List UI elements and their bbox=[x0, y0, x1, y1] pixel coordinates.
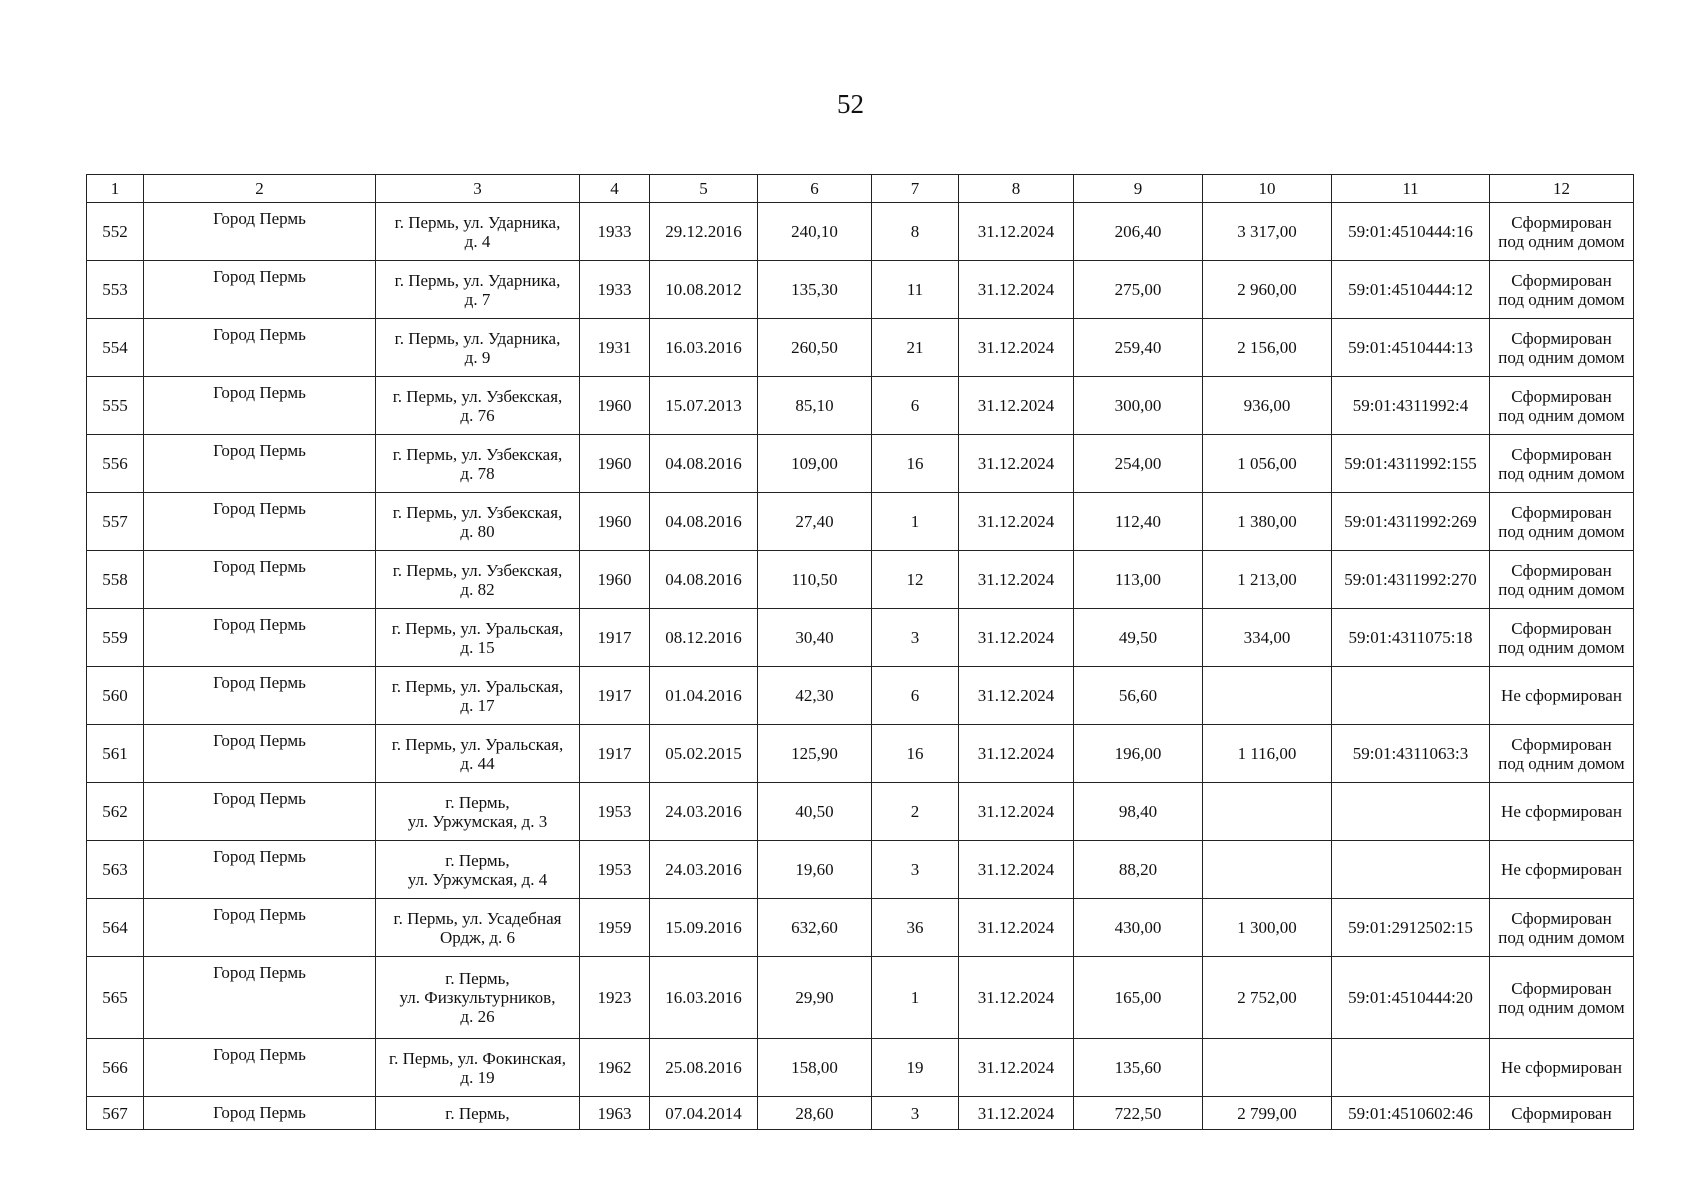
deadline-cell: 31.12.2024 bbox=[959, 667, 1074, 725]
cadastral-number-cell bbox=[1332, 667, 1490, 725]
housing-registry-table bbox=[86, 174, 1634, 1130]
status-cell bbox=[1490, 1097, 1634, 1130]
residents-cell: 2 bbox=[872, 783, 959, 841]
municipality-cell: Город Пермь bbox=[144, 203, 376, 261]
cadastral-number-cell: 59:01:4510444:12 bbox=[1332, 261, 1490, 319]
residents-cell: 36 bbox=[872, 899, 959, 957]
area-cell: 632,60 bbox=[758, 899, 872, 957]
status-line: под одним домом bbox=[1498, 997, 1625, 1017]
residents-cell: 12 bbox=[872, 551, 959, 609]
area-cell: 29,90 bbox=[758, 957, 872, 1039]
municipality-cell: Город Пермь bbox=[144, 841, 376, 899]
table-row bbox=[87, 435, 1634, 493]
status-cell bbox=[1490, 261, 1634, 319]
date-cell: 15.09.2016 bbox=[650, 899, 758, 957]
status-line: Сформирован bbox=[1511, 1103, 1612, 1123]
build-year-cell: 1931 bbox=[580, 319, 650, 377]
date-cell: 24.03.2016 bbox=[650, 841, 758, 899]
build-year-cell: 1917 bbox=[580, 667, 650, 725]
column-10-cell bbox=[1203, 783, 1332, 841]
column-9-cell: 300,00 bbox=[1074, 377, 1203, 435]
build-year-cell: 1917 bbox=[580, 725, 650, 783]
table-body bbox=[87, 203, 1634, 1130]
status-line: Сформирован bbox=[1511, 618, 1612, 638]
status-line: Не сформирован bbox=[1501, 1058, 1622, 1077]
date-cell: 08.12.2016 bbox=[650, 609, 758, 667]
area-cell: 42,30 bbox=[758, 667, 872, 725]
column-header-7: 7 bbox=[872, 175, 959, 203]
address-cell bbox=[376, 783, 580, 841]
table-row bbox=[87, 957, 1634, 1039]
column-9-cell: 254,00 bbox=[1074, 435, 1203, 493]
municipality-cell: Город Пермь bbox=[144, 551, 376, 609]
municipality-cell: Город Пермь bbox=[144, 667, 376, 725]
table-row bbox=[87, 203, 1634, 261]
status-cell bbox=[1490, 667, 1634, 725]
area-cell: 125,90 bbox=[758, 725, 872, 783]
cadastral-number-cell: 59:01:4311992:4 bbox=[1332, 377, 1490, 435]
residents-cell: 1 bbox=[872, 493, 959, 551]
column-9-cell: 196,00 bbox=[1074, 725, 1203, 783]
residents-cell: 19 bbox=[872, 1039, 959, 1097]
row-number-cell: 559 bbox=[87, 609, 144, 667]
address-line: г. Пермь, ул. Узбекская, bbox=[392, 386, 563, 406]
column-10-cell: 3 317,00 bbox=[1203, 203, 1332, 261]
residents-cell: 6 bbox=[872, 667, 959, 725]
status-line: под одним домом bbox=[1498, 927, 1625, 947]
table-row bbox=[87, 551, 1634, 609]
status-line: Сформирован bbox=[1511, 386, 1612, 406]
row-number-cell: 566 bbox=[87, 1039, 144, 1097]
column-10-cell: 2 752,00 bbox=[1203, 957, 1332, 1039]
date-cell: 01.04.2016 bbox=[650, 667, 758, 725]
address-cell bbox=[376, 261, 580, 319]
address-line: г. Пермь, ул. Узбекская, bbox=[392, 502, 563, 522]
table-row bbox=[87, 841, 1634, 899]
status-line: Сформирован bbox=[1511, 212, 1612, 232]
column-10-cell: 2 960,00 bbox=[1203, 261, 1332, 319]
build-year-cell: 1963 bbox=[580, 1097, 650, 1130]
column-10-cell: 1 380,00 bbox=[1203, 493, 1332, 551]
status-line: под одним домом bbox=[1498, 289, 1625, 309]
address-line: г. Пермь, ул. Усадебная bbox=[393, 908, 562, 928]
row-number-cell: 560 bbox=[87, 667, 144, 725]
municipality-cell: Город Пермь bbox=[144, 493, 376, 551]
municipality-cell: Город Пермь bbox=[144, 725, 376, 783]
status-line: под одним домом bbox=[1498, 521, 1625, 541]
cadastral-number-cell: 59:01:2912502:15 bbox=[1332, 899, 1490, 957]
build-year-cell: 1953 bbox=[580, 841, 650, 899]
status-cell bbox=[1490, 725, 1634, 783]
residents-cell: 3 bbox=[872, 841, 959, 899]
deadline-cell: 31.12.2024 bbox=[959, 551, 1074, 609]
status-line: Сформирован bbox=[1511, 502, 1612, 522]
date-cell: 05.02.2015 bbox=[650, 725, 758, 783]
status-line: под одним домом bbox=[1498, 347, 1625, 367]
status-line: Сформирован bbox=[1511, 908, 1612, 928]
area-cell: 158,00 bbox=[758, 1039, 872, 1097]
row-number-cell: 553 bbox=[87, 261, 144, 319]
area-cell: 28,60 bbox=[758, 1097, 872, 1130]
status-cell bbox=[1490, 551, 1634, 609]
deadline-cell: 31.12.2024 bbox=[959, 841, 1074, 899]
build-year-cell: 1933 bbox=[580, 261, 650, 319]
address-line: д. 78 bbox=[460, 463, 495, 483]
column-header-5: 5 bbox=[650, 175, 758, 203]
column-9-cell: 165,00 bbox=[1074, 957, 1203, 1039]
row-number-cell: 556 bbox=[87, 435, 144, 493]
address-line: г. Пермь, ул. Узбекская, bbox=[392, 560, 563, 580]
municipality-cell: Город Пермь bbox=[144, 1039, 376, 1097]
area-cell: 240,10 bbox=[758, 203, 872, 261]
residents-cell: 1 bbox=[872, 957, 959, 1039]
deadline-cell: 31.12.2024 bbox=[959, 899, 1074, 957]
row-number-cell: 567 bbox=[87, 1097, 144, 1130]
address-line: д. 76 bbox=[460, 405, 495, 425]
deadline-cell: 31.12.2024 bbox=[959, 261, 1074, 319]
address-cell bbox=[376, 957, 580, 1039]
table-row bbox=[87, 783, 1634, 841]
address-line: г. Пермь, bbox=[445, 792, 510, 812]
column-9-cell: 722,50 bbox=[1074, 1097, 1203, 1130]
column-header-10: 10 bbox=[1203, 175, 1332, 203]
build-year-cell: 1953 bbox=[580, 783, 650, 841]
header-row bbox=[87, 175, 1634, 203]
municipality-cell: Город Пермь bbox=[144, 261, 376, 319]
cadastral-number-cell: 59:01:4510444:13 bbox=[1332, 319, 1490, 377]
column-header-12: 12 bbox=[1490, 175, 1634, 203]
row-number-cell: 557 bbox=[87, 493, 144, 551]
row-number-cell: 565 bbox=[87, 957, 144, 1039]
row-number-cell: 563 bbox=[87, 841, 144, 899]
status-cell bbox=[1490, 783, 1634, 841]
column-9-cell: 135,60 bbox=[1074, 1039, 1203, 1097]
address-cell bbox=[376, 609, 580, 667]
date-cell: 07.04.2014 bbox=[650, 1097, 758, 1130]
column-9-cell: 88,20 bbox=[1074, 841, 1203, 899]
deadline-cell: 31.12.2024 bbox=[959, 203, 1074, 261]
address-line: д. 9 bbox=[464, 347, 491, 367]
column-10-cell: 936,00 bbox=[1203, 377, 1332, 435]
area-cell: 19,60 bbox=[758, 841, 872, 899]
column-9-cell: 206,40 bbox=[1074, 203, 1203, 261]
column-9-cell: 98,40 bbox=[1074, 783, 1203, 841]
date-cell: 24.03.2016 bbox=[650, 783, 758, 841]
column-header-9: 9 bbox=[1074, 175, 1203, 203]
column-9-cell: 113,00 bbox=[1074, 551, 1203, 609]
address-line: г. Пермь, bbox=[445, 1103, 510, 1123]
address-line: д. 7 bbox=[464, 289, 491, 309]
table-row bbox=[87, 261, 1634, 319]
address-line: г. Пермь, ул. Уральская, bbox=[391, 676, 564, 696]
status-cell bbox=[1490, 435, 1634, 493]
build-year-cell: 1933 bbox=[580, 203, 650, 261]
cadastral-number-cell bbox=[1332, 1039, 1490, 1097]
column-10-cell: 2 799,00 bbox=[1203, 1097, 1332, 1130]
area-cell: 30,40 bbox=[758, 609, 872, 667]
address-line: г. Пермь, ул. Ударника, bbox=[394, 270, 561, 290]
cadastral-number-cell: 59:01:4510602:46 bbox=[1332, 1097, 1490, 1130]
cadastral-number-cell: 59:01:4311063:3 bbox=[1332, 725, 1490, 783]
row-number-cell: 564 bbox=[87, 899, 144, 957]
municipality-cell: Город Пермь bbox=[144, 957, 376, 1039]
address-line: ул. Уржумская, д. 3 bbox=[407, 811, 548, 831]
row-number-cell: 554 bbox=[87, 319, 144, 377]
address-line: д. 15 bbox=[460, 637, 495, 657]
column-10-cell: 334,00 bbox=[1203, 609, 1332, 667]
address-line: д. 26 bbox=[460, 1007, 495, 1026]
status-line: под одним домом bbox=[1498, 753, 1625, 773]
build-year-cell: 1923 bbox=[580, 957, 650, 1039]
build-year-cell: 1960 bbox=[580, 377, 650, 435]
column-header-8: 8 bbox=[959, 175, 1074, 203]
date-cell: 04.08.2016 bbox=[650, 551, 758, 609]
column-10-cell bbox=[1203, 667, 1332, 725]
cadastral-number-cell: 59:01:4510444:20 bbox=[1332, 957, 1490, 1039]
municipality-cell: Город Пермь bbox=[144, 377, 376, 435]
cadastral-number-cell bbox=[1332, 841, 1490, 899]
address-cell bbox=[376, 725, 580, 783]
address-line: д. 17 bbox=[460, 695, 495, 715]
address-cell bbox=[376, 493, 580, 551]
address-line: г. Пермь, ул. Узбекская, bbox=[392, 444, 563, 464]
residents-cell: 11 bbox=[872, 261, 959, 319]
area-cell: 40,50 bbox=[758, 783, 872, 841]
cadastral-number-cell: 59:01:4510444:16 bbox=[1332, 203, 1490, 261]
address-cell bbox=[376, 1097, 580, 1130]
cadastral-number-cell: 59:01:4311992:269 bbox=[1332, 493, 1490, 551]
municipality-cell: Город Пермь bbox=[144, 899, 376, 957]
row-number-cell: 562 bbox=[87, 783, 144, 841]
row-number-cell: 558 bbox=[87, 551, 144, 609]
column-header-3: 3 bbox=[376, 175, 580, 203]
date-cell: 10.08.2012 bbox=[650, 261, 758, 319]
deadline-cell: 31.12.2024 bbox=[959, 609, 1074, 667]
column-header-6: 6 bbox=[758, 175, 872, 203]
deadline-cell: 31.12.2024 bbox=[959, 435, 1074, 493]
cadastral-number-cell: 59:01:4311992:270 bbox=[1332, 551, 1490, 609]
status-cell bbox=[1490, 609, 1634, 667]
column-10-cell: 1 056,00 bbox=[1203, 435, 1332, 493]
column-header-2: 2 bbox=[144, 175, 376, 203]
row-number-cell: 552 bbox=[87, 203, 144, 261]
municipality-cell: Город Пермь bbox=[144, 319, 376, 377]
address-cell bbox=[376, 377, 580, 435]
table-row bbox=[87, 667, 1634, 725]
area-cell: 260,50 bbox=[758, 319, 872, 377]
deadline-cell: 31.12.2024 bbox=[959, 319, 1074, 377]
cadastral-number-cell bbox=[1332, 783, 1490, 841]
column-9-cell: 112,40 bbox=[1074, 493, 1203, 551]
status-cell bbox=[1490, 203, 1634, 261]
column-10-cell bbox=[1203, 841, 1332, 899]
build-year-cell: 1917 bbox=[580, 609, 650, 667]
status-line: Сформирован bbox=[1511, 734, 1612, 754]
date-cell: 04.08.2016 bbox=[650, 493, 758, 551]
status-line: Сформирован bbox=[1511, 444, 1612, 464]
residents-cell: 8 bbox=[872, 203, 959, 261]
row-number-cell: 561 bbox=[87, 725, 144, 783]
deadline-cell: 31.12.2024 bbox=[959, 725, 1074, 783]
status-line: Не сформирован bbox=[1501, 860, 1622, 879]
status-cell bbox=[1490, 1039, 1634, 1097]
municipality-cell: Город Пермь bbox=[144, 609, 376, 667]
status-line: под одним домом bbox=[1498, 405, 1625, 425]
status-line: Сформирован bbox=[1511, 328, 1612, 348]
page-number: 52 bbox=[837, 89, 864, 119]
build-year-cell: 1960 bbox=[580, 435, 650, 493]
table-row bbox=[87, 1097, 1634, 1130]
status-line: под одним домом bbox=[1498, 637, 1625, 657]
address-cell bbox=[376, 841, 580, 899]
deadline-cell: 31.12.2024 bbox=[959, 493, 1074, 551]
status-cell bbox=[1490, 899, 1634, 957]
address-line: г. Пермь, bbox=[445, 850, 510, 870]
date-cell: 15.07.2013 bbox=[650, 377, 758, 435]
table-row bbox=[87, 377, 1634, 435]
column-9-cell: 56,60 bbox=[1074, 667, 1203, 725]
column-10-cell: 2 156,00 bbox=[1203, 319, 1332, 377]
status-cell bbox=[1490, 377, 1634, 435]
status-line: Сформирован bbox=[1511, 270, 1612, 290]
address-cell bbox=[376, 667, 580, 725]
address-line: г. Пермь, ул. Уральская, bbox=[391, 618, 564, 638]
build-year-cell: 1962 bbox=[580, 1039, 650, 1097]
residents-cell: 3 bbox=[872, 1097, 959, 1130]
status-cell bbox=[1490, 319, 1634, 377]
column-10-cell: 1 213,00 bbox=[1203, 551, 1332, 609]
address-line: д. 80 bbox=[460, 521, 495, 541]
column-9-cell: 275,00 bbox=[1074, 261, 1203, 319]
address-line: г. Пермь, ул. Уральская, bbox=[391, 734, 564, 754]
address-line: д. 4 bbox=[464, 231, 491, 251]
table-row bbox=[87, 609, 1634, 667]
column-header-1: 1 bbox=[87, 175, 144, 203]
address-line: г. Пермь, bbox=[445, 969, 510, 988]
address-line: д. 19 bbox=[460, 1067, 495, 1087]
address-cell bbox=[376, 319, 580, 377]
status-line: под одним домом bbox=[1498, 231, 1625, 251]
date-cell: 25.08.2016 bbox=[650, 1039, 758, 1097]
municipality-cell: Город Пермь bbox=[144, 783, 376, 841]
build-year-cell: 1960 bbox=[580, 551, 650, 609]
table-row bbox=[87, 725, 1634, 783]
address-cell bbox=[376, 551, 580, 609]
status-line: Не сформирован bbox=[1501, 686, 1622, 705]
column-10-cell bbox=[1203, 1039, 1332, 1097]
residents-cell: 21 bbox=[872, 319, 959, 377]
table-row bbox=[87, 899, 1634, 957]
status-cell bbox=[1490, 957, 1634, 1039]
municipality-cell: Город Пермь bbox=[144, 435, 376, 493]
address-cell bbox=[376, 1039, 580, 1097]
deadline-cell: 31.12.2024 bbox=[959, 377, 1074, 435]
status-line: Сформирован bbox=[1511, 560, 1612, 580]
address-cell bbox=[376, 899, 580, 957]
deadline-cell: 31.12.2024 bbox=[959, 783, 1074, 841]
address-line: Ордж, д. 6 bbox=[439, 927, 516, 947]
area-cell: 109,00 bbox=[758, 435, 872, 493]
residents-cell: 16 bbox=[872, 725, 959, 783]
date-cell: 16.03.2016 bbox=[650, 957, 758, 1039]
address-line: д. 44 bbox=[460, 753, 495, 773]
address-line: д. 82 bbox=[460, 579, 495, 599]
table-row bbox=[87, 493, 1634, 551]
address-line: ул. Уржумская, д. 4 bbox=[407, 869, 548, 889]
residents-cell: 3 bbox=[872, 609, 959, 667]
residents-cell: 6 bbox=[872, 377, 959, 435]
address-line: г. Пермь, ул. Фокинская, bbox=[389, 1048, 566, 1068]
column-header-11: 11 bbox=[1332, 175, 1490, 203]
deadline-cell: 31.12.2024 bbox=[959, 957, 1074, 1039]
status-line: Не сформирован bbox=[1501, 802, 1622, 821]
date-cell: 16.03.2016 bbox=[650, 319, 758, 377]
status-line: Сформирован bbox=[1511, 978, 1612, 998]
column-9-cell: 259,40 bbox=[1074, 319, 1203, 377]
status-line: под одним домом bbox=[1498, 579, 1625, 599]
area-cell: 27,40 bbox=[758, 493, 872, 551]
table-row bbox=[87, 1039, 1634, 1097]
table-header bbox=[87, 175, 1634, 203]
date-cell: 29.12.2016 bbox=[650, 203, 758, 261]
deadline-cell: 31.12.2024 bbox=[959, 1097, 1074, 1130]
municipality-cell: Город Пермь bbox=[144, 1097, 376, 1130]
address-line: г. Пермь, ул. Ударника, bbox=[394, 328, 561, 348]
status-cell bbox=[1490, 493, 1634, 551]
column-9-cell: 49,50 bbox=[1074, 609, 1203, 667]
address-cell bbox=[376, 435, 580, 493]
build-year-cell: 1959 bbox=[580, 899, 650, 957]
cadastral-number-cell: 59:01:4311075:18 bbox=[1332, 609, 1490, 667]
column-9-cell: 430,00 bbox=[1074, 899, 1203, 957]
address-cell bbox=[376, 203, 580, 261]
deadline-cell: 31.12.2024 bbox=[959, 1039, 1074, 1097]
status-line: под одним домом bbox=[1498, 463, 1625, 483]
area-cell: 85,10 bbox=[758, 377, 872, 435]
area-cell: 135,30 bbox=[758, 261, 872, 319]
address-line: ул. Физкультурников, bbox=[399, 988, 556, 1007]
address-line: г. Пермь, ул. Ударника, bbox=[394, 212, 561, 232]
build-year-cell: 1960 bbox=[580, 493, 650, 551]
column-10-cell: 1 116,00 bbox=[1203, 725, 1332, 783]
column-10-cell: 1 300,00 bbox=[1203, 899, 1332, 957]
date-cell: 04.08.2016 bbox=[650, 435, 758, 493]
row-number-cell: 555 bbox=[87, 377, 144, 435]
status-cell bbox=[1490, 841, 1634, 899]
table-row bbox=[87, 319, 1634, 377]
column-header-4: 4 bbox=[580, 175, 650, 203]
residents-cell: 16 bbox=[872, 435, 959, 493]
cadastral-number-cell: 59:01:4311992:155 bbox=[1332, 435, 1490, 493]
area-cell: 110,50 bbox=[758, 551, 872, 609]
